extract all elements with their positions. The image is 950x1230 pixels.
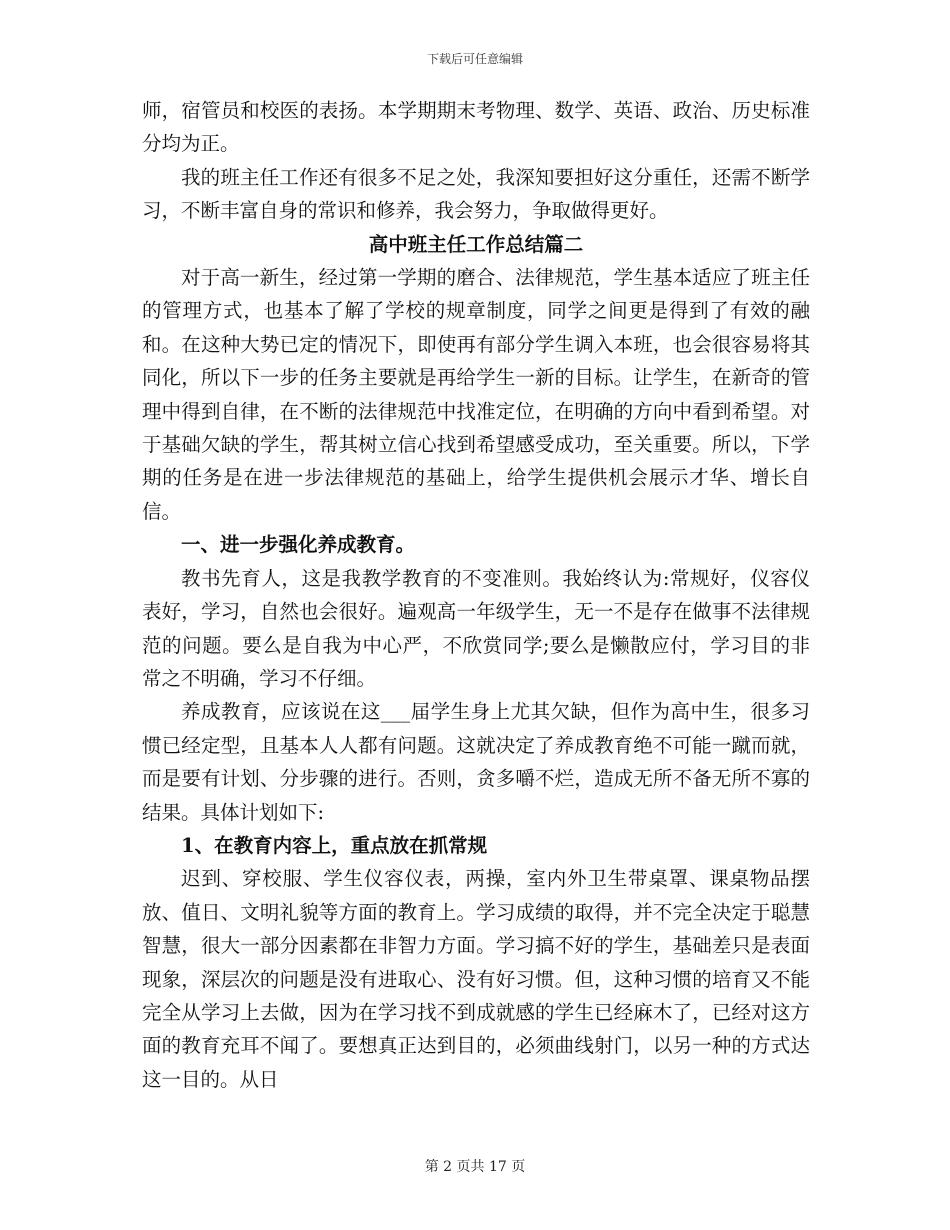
paragraph: 养成教育，应该说在这___届学生身上尤其欠缺，但作为高中生，很多习惯已经定型，且基本人人都有问题。这就决定了养成教育绝不可能一蹴而就，而是要有计划、分步骤的进行。否则，贪多嚼不烂，造成无所不备无所不寡的结果。具体计划如下: <box>142 700 810 824</box>
paragraph: 迟到、穿校服、学生仪容仪表，两操，室内外卫生带桌罩、课桌物品摆放、值日、文明礼貌等方面的教育上。学习成绩的取得，并不完全决定于聪慧智慧，很大一部分因素都在非智力方面。学习搞不好的学生，基础差只是表面现象，深层次的问题是没有进取心、没有好习惯。但，这种习惯的培育又不能完全从学习上去做，因为在学习找不到成就感的学生已经麻木了，已经对这方面的教育充耳不闻了。要想真正达到目的，必须曲线射门，以另一种的方式达这一目的。从日 <box>142 867 810 1091</box>
footer-middle: 页共 <box>456 1159 485 1175</box>
page-number: 2 <box>443 1159 453 1175</box>
page-footer <box>0 1156 950 1176</box>
document-body <box>142 94 810 1096</box>
page-total: 17 <box>489 1159 507 1175</box>
section-title: 高中班主任工作总结篇二 <box>368 232 584 256</box>
section-heading: 一、进一步强化养成教育。 <box>181 533 416 557</box>
paragraph: 对于高一新生，经过第一学期的磨合、法律规范，学生基本适应了班主任的管理方式，也基本了解了学校的规章制度，同学之间更是得到了有效的融和。在这种大势已定的情况下，即使再有部分学生调入本班，也会很容易将其同化，所以下一步的任务主要就是再给学生一新的目标。让学生，在新奇的管理中得到自律，在不断的法律规范中找准定位，在明确的方向中看到希望。对于基础欠缺的学生，帮其树立信心找到希望感受成功，至关重要。所以，下学期的任务是在进一步法律规范的基础上，给学生提供机会展示才华、增长自信。 <box>142 266 810 523</box>
section-heading: 1、在教育内容上，重点放在抓常规 <box>181 833 488 857</box>
footer-prefix: 第 <box>424 1159 439 1175</box>
page-header: 下载后可任意编辑 <box>426 52 523 66</box>
paragraph-continuation: 师，宿管员和校医的表扬。本学期期末考物理、数学、英语、政治、历史标准分均为正。 <box>142 99 810 156</box>
paragraph: 我的班主任工作还有很多不足之处，我深知要担好这分重任，还需不断学习，不断丰富自身的常识和修养，我会努力，争取做得更好。 <box>142 165 810 223</box>
footer-suffix: 页 <box>511 1159 526 1175</box>
paragraph: 教书先育人，这是我教学教育的不变准则。我始终认为:常规好，仪容仪表好，学习，自然也会很好。遍观高一年级学生，无一不是存在做事不法律规范的问题。要么是自我为中心严，不欣赏同学;要么是懒散应付，学习目的非常之不明确，学习不仔细。 <box>142 566 810 690</box>
